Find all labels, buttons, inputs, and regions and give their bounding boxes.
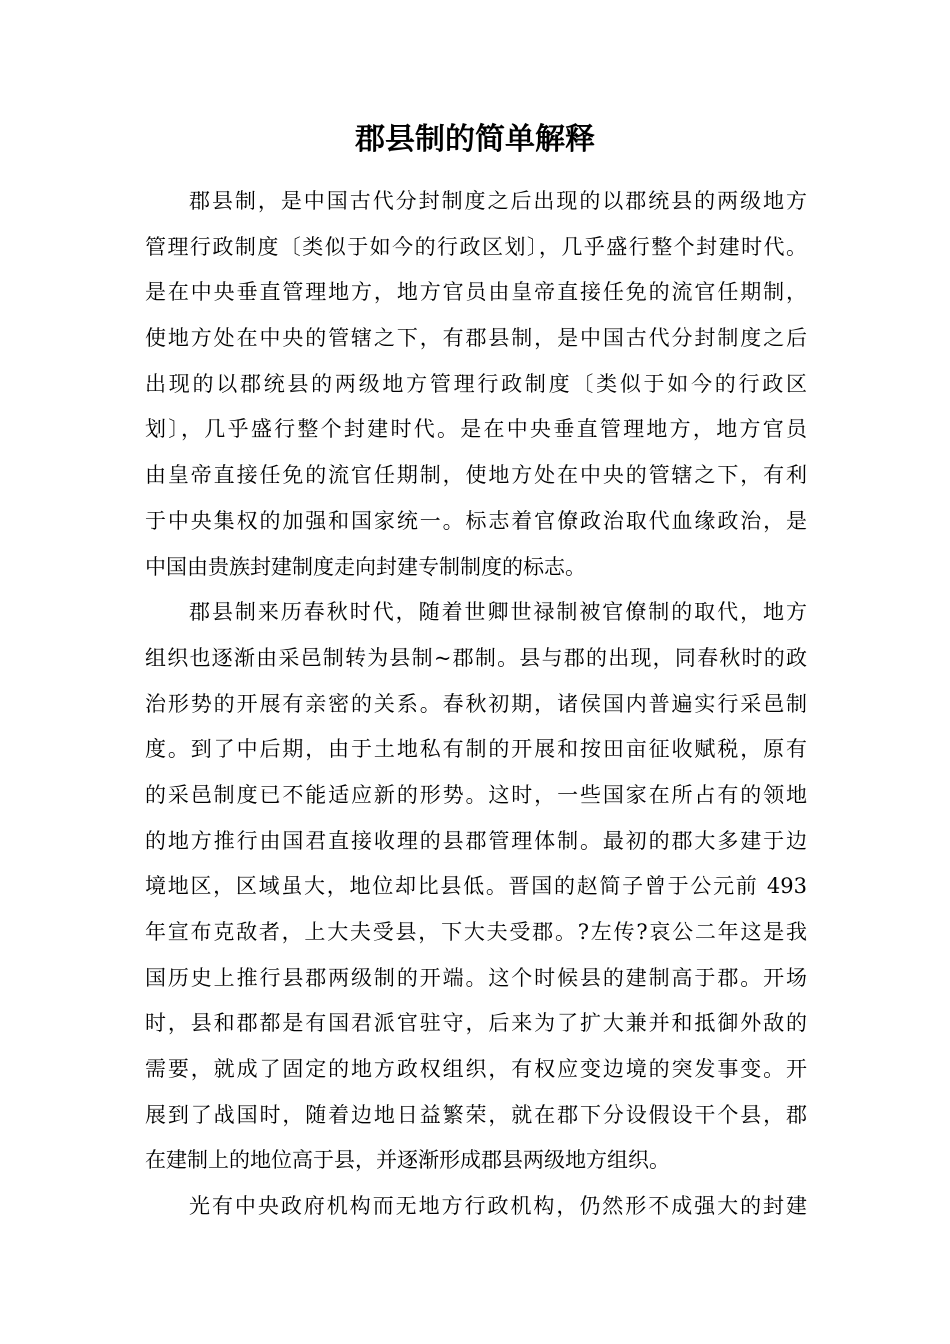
text-line: 需要，就成了固定的地方政权组织，有权应变边境的突发事变。开: [145, 1057, 807, 1082]
text-line: 是在中央垂直管理地方，地方官员由皇帝直接任免的流官任期制，: [145, 280, 807, 305]
text-line: 国历史上推行县郡两级制的开端。这个时候县的建制高于郡。开场: [145, 965, 807, 990]
text-line: 郡县制来历春秋时代，随着世卿世禄制被官僚制的取代，地方: [189, 600, 807, 625]
text-line: 出现的以郡统县的两级地方管理行政制度〔类似于如今的行政区: [145, 371, 807, 396]
text-line: 的采邑制度已不能适应新的形势。这时，一些国家在所占有的领地: [145, 782, 807, 807]
document-title: 郡县制的简单解释: [355, 122, 595, 157]
text-line: 于中央集权的加强和国家统一。标志着官僚政治取代血缘政治，是: [145, 508, 807, 533]
document-body: [145, 182, 807, 1233]
text-line: 划〕，几乎盛行整个封建时代。是在中央垂直管理地方，地方官员: [145, 417, 807, 442]
text-line: 组织也逐渐由采邑制转为县制~郡制。县与郡的出现，同春秋时的政: [145, 645, 807, 670]
text-line: 境地区，区域虽大，地位却比县低。晋国的赵简子曾于公元前 493: [145, 874, 807, 899]
text-line: 在建制上的地位高于县，并逐渐形成郡县两级地方组织。: [145, 1148, 670, 1173]
text-line: 度。到了中后期，由于土地私有制的开展和按田亩征收赋税，原有: [145, 737, 807, 762]
text-line: 郡县制，是中国古代分封制度之后出现的以郡统县的两级地方: [189, 189, 807, 213]
text-line: 年宣布克敌者，上大夫受县，下大夫受郡。?左传?哀公二年这是我: [145, 920, 807, 944]
text-line: 时，县和郡都是有国君派官驻守，后来为了扩大兼并和抵御外敌的: [145, 1011, 807, 1036]
text-line: 光有中央政府机构而无地方行政机构，仍然形不成强大的封建: [189, 1194, 807, 1219]
text-line: 展到了战国时，随着边地日益繁荣，就在郡下分设假设干个县，郡: [145, 1102, 807, 1127]
text-line: 的地方推行由国君直接收理的县郡管理体制。最初的郡大多建于边: [145, 828, 807, 853]
text-line: 治形势的开展有亲密的关系。春秋初期，诸侯国内普遍实行采邑制: [145, 691, 807, 716]
text-line: 使地方处在中央的管辖之下，有郡县制，是中国古代分封制度之后: [145, 326, 807, 351]
text-line: 管理行政制度〔类似于如今的行政区划〕，几乎盛行整个封建时代。: [145, 234, 807, 259]
text-line: 由皇帝直接任免的流官任期制，使地方处在中央的管辖之下，有利: [145, 463, 807, 488]
text-line: 中国由贵族封建制度走向封建专制制度的标志。: [145, 554, 586, 579]
